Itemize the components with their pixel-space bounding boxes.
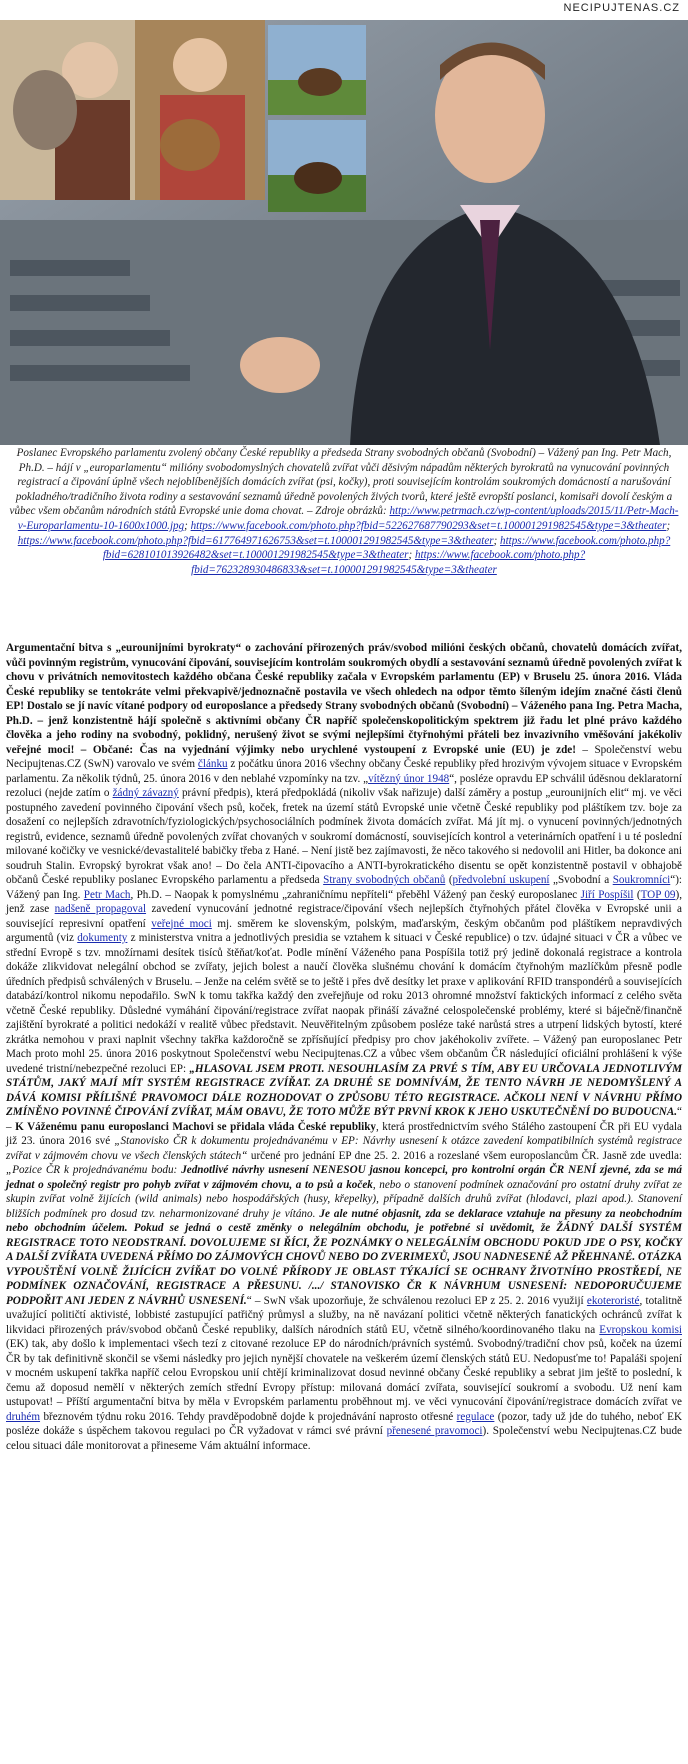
link-druhem[interactable]: druhém <box>6 1410 41 1423</box>
photo-caption: Poslanec Evropského parlamentu zvolený občany České republiky a předseda Strany svobodných občanů (Svobodní) – Vážený pan Ing. Petr Mach, Ph.D. – hájí v „europarlamentu“ milióny svobodomyslných chovatelů zvířat vůči děsivým nápadům některých byrokratů na vynucování povinných registrací a čipování úplně všech nejoblíbenějších domácích zvířat (psi, kočky), proti souvisejícím kontrolám soukromých domácností a narušování pokladného/tradičního života rodiny a sestavování seznamů úředně povolených živých tvorů, které ještě evropští poslanci, komisaři dovolí českým a vůbec všem občanům národních států Evropské unie doma chovat. – Zdroje obrázků: http://www.petrmach.cz/wp-content/uploads/2015/11/Petr-Mach-v-Europarlamentu-10-1600x1000.jpg; https://www.facebook.com/photo.php?fbid=522627687790293&set=t.100001291982545&type=3&theater; https://www.facebook.com/photo.php?fbid=617764971626753&set=t.100001291982545&type=3&theater; https://www.facebook.com/photo.php?fbid=628101013926482&set=t.100001291982545&type=3&theater; https://www.facebook.com/photo.php?fbid=762328930486833&set=t.100001291982545&type=3&theater <box>9 447 679 576</box>
link-dokumenty[interactable]: dokumenty <box>77 932 128 944</box>
site-watermark: NECIPUJTENAS.CZ <box>563 2 680 14</box>
caption-text: Poslanec Evropského parlamentu zvolený občany České republiky a předseda Strany svobodných občanů (Svobodní) – Vážený pan Ing. Petr Mach, Ph.D. – hájí v „europarlamentu“ milióny svobodomyslných chovatelů zvířat vůči děsivým nápadům některých byrokratů na vynucování povinných registrací a čipování úplně všech nejoblíbenějších domácích zvířat (psi, kočky), proti souvisejícím kontrolám soukromých domácností a narušování pokladného/tradičního života rodiny a sestavování seznamů úředně povolených živých tvorů, které ještě evropští poslanci, komisaři dovolí českým a vůbec všem občanům národních států Evropské unie doma chovat. – Zdroje obrázků: <box>9 447 673 518</box>
link-predvolebni-uskupeni[interactable]: předvolební uskupení <box>452 874 550 886</box>
link-evropskou-komisi[interactable]: Evropskou komisi <box>599 1323 682 1336</box>
link-petr-mach[interactable]: Petr Mach <box>83 888 131 901</box>
caption-link-facebook-1[interactable]: https://www.facebook.com/photo.php?fbid=522627687790293&set=t.100001291982545&type=3&theater <box>190 519 667 532</box>
article-body: Argumentační bitva s „eurounijními byrokraty“ o zachování přirozených práv/svobod milióni českých občanů, chovatelů domácích zvířat, vůči povinným registrům, vynucování čipování, souvisejícím kontrolám soukromých obydlí a sestavování seznamů úředně povolených zvířat k chovu v privátních nemovitostech každého občana České republiky začala v Evropském parlamentu (EP) v Bruselu 25. února 2016. Vláda České republiky se tentokráte velmi překvapivě/jednoznačně postavila ve všech ohledech na odpor těmto šíleným idejím značné části členů EP! Dostalo se jí navíc vítané podpory od europoslance a předsedy Strany svobodných občanů (Svobodní) – Váženého pana Ing. Petra Macha, Ph.D. – jenž konzistentně hájí společně s aktivními občany ČR napříč společenskopolitickým spektrem již řadu let plné právo každého člověka a jeho rodiny na svobodný, poklidný, nerušený život se svými nejlepšími čtyřnohými přáteli bez invazivního vměšování jakékoliv veřejné moci! – Občané: Čas na vyjednání výjimky nebo urychlené vystoupení z Evropské unie (EU) je zde! – Společenství webu Necipujtenas.CZ (SwN) varovalo ve svém článku z počátku února 2016 všechny občany České republiky před hrozivým vývojem situace v Evropském parlamentu. Za několik týdnů, 25. února 2016 v den neblahé vzpomínky na tzv. „vítězný únor 1948“, posléze opravdu EP schválil úděsnou deklaratorní rezoluci (nejde zatím o žádný závazný právní předpis), která předpokládá (nikoliv však nařizuje) další záměry a postup „eurounijních elit“ mj. ve věci postupného zavedení povinného čipování všech psů, koček, fretek na území států Evropské unie včetně České republiky pod pláštíkem tzv. boje za dosažení co nejlepších zdravotních/fyziologických/psychosociálních podmínek života domácích zvířat. Má jít mj. o vynucení povinných/jednotných registrů, evidence, seznamů úředně povolených zvířat chovaných v soukromí domácností, souvisejících kontrol a veterinárních opatření i u té poslední milované kočičky ve vesnické/devastalitelé babičky třeba z Hané. – Není jistě bez zajímavosti, že něco takového si nedovolil ani Hitler, ba dokonce ani soudruh Stalin. Evropský byrokrat však ano! – Do čela ANTI-čipovacího a ANTI-byrokratického disentu se opět konzistentně postavil v obhajobě občanů České republiky poslanec Evropského parlamentu a předseda Strany svobodných občanů (předvolební uskupení „Svobodní a Soukromníci“): Vážený pan Ing. Petr Mach, Ph.D. – Naopak k pomyslnému „zahraničnímu nepříteli“ přeběhl Vážený pan český europoslanec Jiří Pospíšil (TOP 09), jenž zase nadšeně propagoval zavedení vynucování jednotné registrace/čipování všech nejlepších čtyřnohých přátel člověka v Evropské unii a související represivní opatření veřejné moci mj. směrem ke slovenským, polským, maďarským, českým občanům pod pláštíkem nepravdivých argumentů (viz dokumenty z ministerstva vnitra a jednotlivých presidia se vztahem k situaci v České republice) o tzv. údajné situaci v ČR a vůbec ve střední Evropě s tzv. množírnami desítek tisíců štěňat/koťat. Podle mínění Váženého pana Pospíšila totiž prý jedině dokonalá registrace a kontrola dokáže zlikvidovat nelegální obchod se zvířaty, jejich bolest a naučí člověka slušnému chování k domácím čtyřnohým mazlíčkům přesně podle úředních předpisů schválených v Bruselu. – Jenže na celém světě se to ještě i přes dvě desítky let praxe v aplikování RFID transpondérů a souvisejících databází/kontrol nikomu nepodařilo. SwN k tomu takřka každý den zveřejňuje od roku 2013 ohromné množství faktických informací z celého světa včetně České republiky. Důsledné vymáhání čipování/registrace zvířat naopak přináší závažné celospolečenské problémy, které si báječně/finančně zajištění byrokraté a politici nedokáží v realitě vůbec představit. Neuvěřitelným způsobem posléze také narůstá stres a utrpení lidských bytostí, které zkrátka nemohou v praxi naplnit všechny takřka každoročně se zpřísňující předpisy pro chov jakéhokoliv zvířete. – Vážený pan europoslanec Petr Mach proto mohl 25. února 2016 poskytnout Společenství webu Necipujtenas.CZ a vůbec všem občanům ČR následující oficiální prohlášení k výše uvedené tristní/nebezpečné rezoluci EP: „HLASOVAL JSEM PROTI. NESOUHLASÍM ZA PRVÉ S TÍM, ABY EU URČOVALA JEDNOTLIVÝM STÁTŮM, JAKÝ MAJÍ MÍT SYSTÉM REGISTRACE ZVÍŘAT. ZA DRUHÉ SE DOMNÍVÁM, ŽE TENTO NÁVRH JE NEDOMYŠLENÝ A DÁVÁ KOMISI PŘÍLIŠNÉ PRAVOMOCI DÁLE ROZHODOVAT O ZPŮSOBU TÉTO REGISTRACE. AČKOLI NENÍ V NÁVRHU PŘÍMO ZMÍNĚNO POVINNÉ ČIPOVÁNÍ ZVÍŘAT, MÁM OBAVU, ŽE TOTO MŮŽE BÝT PRVNÍ KROK K JEHO USKUTEČNĚNÍ DO BUDOUCNA.“ – K Váženému panu europoslanci Machovi se přidala vláda České republiky, která prostřednictvím svého Stálého zastoupení ČR při EU vydala již 23. února 2016 své „Stanovisko ČR k dokumentu projednávanému v EP: Návrhy usnesení k otázce zavedení kompatibilních systémů registrace zvířat v zájmovém chovu ve všech členských státech“ určené pro jednání EP dne 25. 2. 2016 a rozeslané všem europoslancům ČR. Jasně zde uvedla: „Pozice ČR k projednávanému bodu: Jednotlivé návrhy usnesení NENESOU jasnou koncepci, pro kontrolní orgán ČR NENÍ zjevné, zda se má jednat o společný registr pro pohyb zvířat v zájmovém chovu, a to psů a koček, nebo o stanovení podmínek označování pro ostatní druhy zvířat ze skupin zvířat volně žijících (wild animals) nebo hospodářských (husy, křepelky), případně dalších druhů zvířat (hlodavci, plazi apod.). Stanovení bližších podmínek pro dosud tzv. neharmonizované druhy je vítáno. Je ale nutné objasnit, zda se deklarace vztahuje na přesuny za neobchodním nebo obchodním účelem. Pokud se jedná o cestě změnky o nelegálním obchodu, je potřebné si uvědomit, že ŽÁDNÝ DALŠÍ SYSTÉM REGISTRACE TOTO NEODSTRANÍ. DOVOLUJEME SI ŘÍCI, ŽE POZNÁMKY O NELEGÁLNÍM OBCHODU POKUD JDE O PSY, KOČKY A DALŠÍ ZVÍŘATA UVEDENÁ PŘÍMO DO ZÁJMOVÝCH CHOVŮ NEBO DO ZVERIMEXŮ, JSOU NADNESENÉ AŽ PŘEHNANÉ. OTÁZKA VYPOUŠTĚNÍ VOLNĚ ŽIJÍCÍCH ZVÍŘAT DO VOLNÉ PŘÍRODY JE OBLAST TÝKAJÍCÍ SE OCHRANY ŽIVOTNÍHO PROSTŘEDÍ, NE PODMÍNEK OZNAČOVÁNÍ, REGISTRACE A PŘESUNU. /.../ STANOVISKO ČR K NÁVRHUM USNESENÍ: NEDOPORUČUJEME PODPOŘIT ANI JEDEN Z NÁVRHŮ USNESENÍ.“ – SwN však upozorňuje, že schválenou rezoluci EP z 25. 2. 2016 využijí ekoteroristé, totalitně uvažující političtí aktivisté, lobbisté zastupující patřičný průmysl a služby, na ně navázaní politici včetně některých fanatických ochránců zvířat k likvidaci přirozených práv/svobod občanů České republiky, dalších národních států EU, včetně silného/koordinovaného tlaku na Evropskou komisi (EK) tak, aby došlo k implementaci všech tezí z citované rezoluce EP do národních/právních systémů. Svobodný/tradiční chov psů, koček na území ČR by tak definitivně skončil se všemi následky pro jejich nynější chovatele na veškerém území členských států EU. Nedopusťme to! Papaláši spojení v mocném uskupení takřka napříč celou Evropskou unií chtějí kriminalizovat dosud nevinné občany České republiky a sebrat jim ještě to poslední, k čemu až doposud nemělí v některých zemích střední Evropy přístup: milovaná domácí zvířata, související soukromí a svobodu. Už není kam ustupovat! – Příští argumentační bitva by měla v Evropském parlamentu proběhnout mj. ve věci vynucování čipování/registrace domácích zvířat ve druhém březnovém týdnu roku 2016. Tehdy pravděpodobně dojde k projednávání naprosto otřesné regulace (pozor, tady už jde do tuhého, neboť EK posléze dokáže s úspěchem takovou regulaci po ČR vyžadovat v rámci své právní přenesené pravomoci). Společenství webu Necipujtenas.CZ bude celou situaci dále monitorovat a přineseme Vám aktuální informace. <box>6 642 683 1452</box>
header-photo-collage <box>0 20 688 445</box>
link-soukromnici[interactable]: Soukromníci <box>612 874 671 886</box>
caption-link-facebook-4[interactable]: https://www.facebook.com/photo.php?fbid=762328930486833&set=t.100001291982545&type=3&theater <box>191 549 586 576</box>
article-lead: Argumentační bitva s „eurounijními byrokraty“ o zachování přirozených práv/svobod milióni českých občanů, chovatelů domácích zvířat, vůči povinným registrům, vynucování čipování, souvisejícím kontrolám soukromých obydlí a sestavování seznamů úředně povolených zvířat k chovu v privátních nemovitostech každého občana České republiky začala v Evropském parlamentu (EP) v Bruselu 25. února 2016. Vláda České republiky se tentokráte velmi překvapivě/jednoznačně postavila ve všech ohledech na odpor těmto šíleným idejím značné části členů EP! Dostalo se jí navíc vítané podpory od europoslance a předsedy Strany svobodných občanů (Svobodní) – Váženého pana Ing. Petra Macha, Ph.D. – jenž konzistentně hájí společně s aktivními občany ČR napříč společenskopolitickým spektrem již řadu let plné právo každého člověka a jeho rodiny na svobodný, poklidný, nerušený život se svými nejlepšími čtyřnohými přáteli bez invazivního vměšování jakékoliv veřejné moci! – Občané: Čas na vyjednání výjimky nebo urychlené vystoupení z Evropské unie (EU) je zde! <box>6 642 682 756</box>
link-jiri-pospisil[interactable]: Jiří Pospíšil <box>580 888 634 901</box>
link-vitezny-unor[interactable]: vítězný únor 1948 <box>368 772 450 785</box>
link-ekoteroriste[interactable]: ekoteroristé <box>586 1294 640 1307</box>
link-zadny-zavazny[interactable]: žádný závazný <box>112 787 179 799</box>
photo-collage-image <box>0 20 688 445</box>
caption-link-petrmach[interactable]: http://www.petrmach.cz/wp-content/uploads/2015/11/Petr-Mach-v-Europarlamentu-10-1600x1000.jpg <box>17 505 679 532</box>
link-nadsene-propagoval[interactable]: nadšeně propagoval <box>54 903 147 915</box>
cr-position-statement: Je ale nutné objasnit, zda se deklarace vztahuje na přesuny za neobchodním nebo obchodním účelem. Pokud se jedná o cestě změnky o nelegálním obchodu, je potřebné si uvědomit, že ŽÁDNÝ DALŠÍ SYSTÉM REGISTRACE TOTO NEODSTRANÍ. DOVOLUJEME SI ŘÍCI, ŽE POZNÁMKY O NELEGÁLNÍM OBCHODU POKUD JDE O PSY, KOČKY A DALŠÍ ZVÍŘATA UVEDENÁ PŘÍMO DO ZÁJMOVÝCH CHOVŮ NEBO DO ZVERIMEXŮ, JSOU NADNESENÉ AŽ PŘEHNANÉ. OTÁZKA VYPOUŠTĚNÍ VOLNĚ ŽIJÍCÍCH ZVÍŘAT DO VOLNÉ PŘÍRODY JE OBLAST TÝKAJÍCÍ SE OCHRANY ŽIVOTNÍHO PROSTŘEDÍ, NE PODMÍNEK OZNAČOVÁNÍ, REGISTRACE A PŘESUNU. /.../ STANOVISKO ČR K NÁVRHUM USNESENÍ: NEDOPORUČUJEME PODPOŘIT ANI JEDEN Z NÁVRHŮ USNESENÍ. <box>6 1207 682 1307</box>
caption-link-facebook-2[interactable]: https://www.facebook.com/photo.php?fbid=617764971626753&set=t.100001291982545&type=3&theater <box>17 534 494 547</box>
mach-statement: „HLASOVAL JSEM PROTI. NESOUHLASÍM ZA PRVÉ S TÍM, ABY EU URČOVALA JEDNOTLIVÝM STÁTŮM, JAKÝ MAJÍ MÍT SYSTÉM REGISTRACE ZVÍŘAT. ZA DRUHÉ SE DOMNÍVÁM, ŽE TENTO NÁVRH JE NEDOMYŠLENÝ A DÁVÁ KOMISI PŘÍLIŠNÉ PRAVOMOCI DÁLE ROZHODOVAT O ZPŮSOBU TÉTO REGISTRACE. AČKOLI NENÍ V NÁVRHU PŘÍMO ZMÍNĚNO POVINNÉ ČIPOVÁNÍ ZVÍŘAT, MÁM OBAVU, ŽE TOTO MŮŽE BÝT PRVNÍ KROK K JEHO USKUTEČNĚNÍ DO BUDOUCNA. <box>6 1062 682 1118</box>
caption-link-facebook-3[interactable]: https://www.facebook.com/photo.php?fbid=628101013926482&set=t.100001291982545&type=3&theater <box>102 534 671 562</box>
link-clanek[interactable]: článku <box>197 758 228 770</box>
link-prenesene-pravomoci[interactable]: přenesené pravomoci <box>386 1425 483 1437</box>
link-regulace[interactable]: regulace <box>456 1410 495 1423</box>
link-top09[interactable]: TOP 09 <box>640 888 676 901</box>
link-verejne-moci[interactable]: veřejné moci <box>151 917 212 930</box>
link-strany-svobodnych[interactable]: Strany svobodných občanů <box>323 874 446 886</box>
